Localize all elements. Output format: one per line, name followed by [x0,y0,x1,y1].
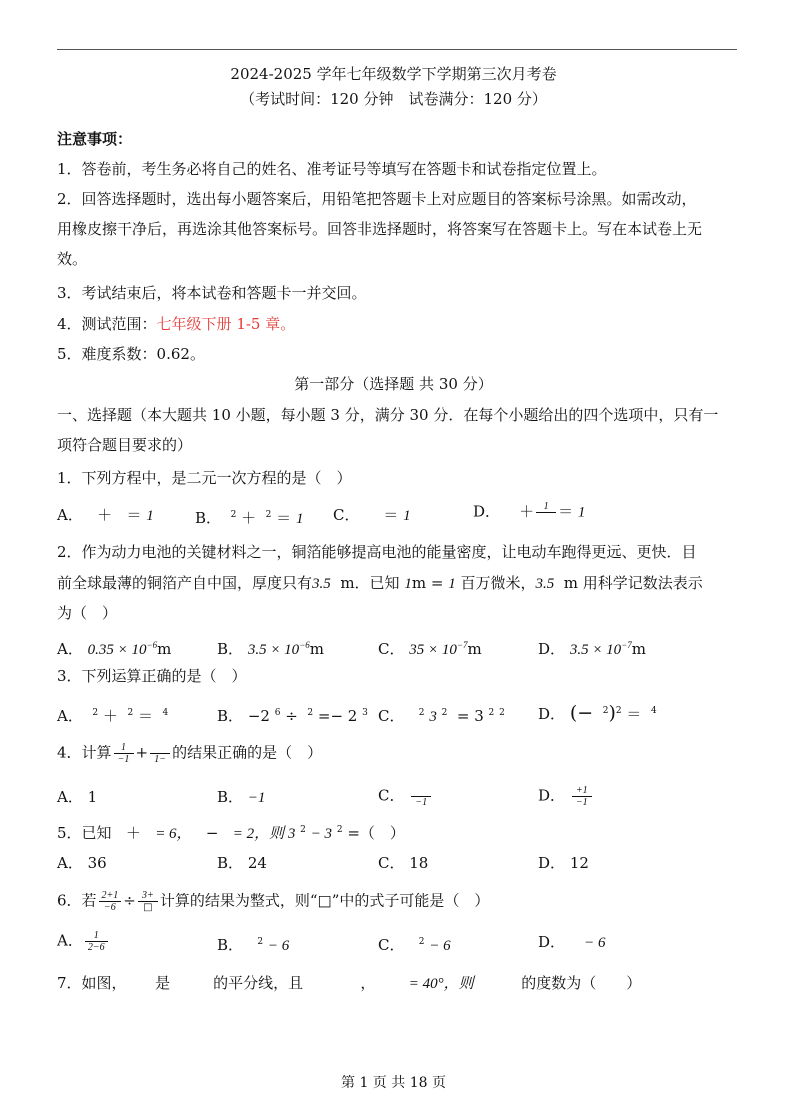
page-footer: 第 1 页 共 18 页 [341,1075,446,1091]
q3-option-b: B． −2 $^6$ ÷ $^2$ =− 2 $^3$ [217,707,368,725]
q2-option-b: B． $3.5 \times 10^{-6}m$ [217,640,324,658]
q3-stem: 3．下列运算正确的是（ ） [57,667,247,685]
q3-option-d: D． (− $^2$)$^2$ ＝ $^4$ [538,702,657,724]
q3-option-c: C． $^2$ 3 $^2$ = 3 $^2$ $^2$ [378,707,505,725]
section-instructions-line-2: 项符合题目要求的） [57,436,193,454]
q7-stem: 7．如图， 是 的平分线，且 ， = 40°，则 的度数为（ ） [57,974,642,992]
q4-option-d: D． $\frac{+1}{-1}$ [538,785,594,808]
test-range: 七年级下册 1-5 章。 [156,315,296,333]
note-item-4-prefix: 4．测试范围： [57,315,157,333]
note-item-4 [57,314,295,334]
q4-option-c: C． −1 [378,785,433,808]
header-rule [57,49,737,50]
notes-heading: 注意事项： [57,130,133,148]
note-item-2-line-2: 用橡皮擦干净后，再选涂其他答案标号。回答非选择题时，将答案写在答题卡上。写在本试卷上无 [57,220,703,238]
note-item-2-line-3: 效。 [57,250,88,268]
q6-option-c: C． $^2$ − 6 [378,936,451,954]
q6-option-d: D． − 6 [538,933,606,951]
q2-line-2: 前全球最薄的铜箔产自中国，厚度只有3.5 m．已知 1m = 1 百万微米，3.5 m 用科学记数法表示 [57,574,703,592]
q6-option-b: B． $^2$ − 6 [217,936,290,954]
q2-option-c: C． $35 \times 10^{-7}m$ [378,640,482,658]
q5-option-a: A． 36 [57,854,107,872]
q6-option-a: A． $\frac{1}{2-6}$ [57,930,110,953]
q2-line-3: 为（ ） [57,604,118,622]
exam-subtitle: （考试时间：120 分钟 试卷满分：120 分） [240,90,547,108]
note-item-3: 3．考试结束后，将本试卷和答题卡一并交回。 [57,284,367,302]
q4-option-b: B． −1 [217,788,266,806]
q2-line-1: 2．作为动力电池的关键材料之一，铜箔能够提高电池的能量密度，让电动车跑得更远、更快．目 [57,543,697,561]
q5-option-b: B． 24 [217,854,267,872]
q2-option-a: A． $0.35 \times 10^{-6}m$ [57,640,172,658]
q4-stem: 4．计算 $\frac{1}{-1}$ + 1− 的结果正确的是（ ） [57,742,323,765]
q5-option-c: C． 18 [378,854,429,872]
q2-option-d: D． $3.5 \times 10^{-7}m$ [538,640,646,658]
q5-option-d: D． 12 [538,854,589,872]
note-item-5: 5．难度系数：0.62。 [57,345,205,363]
q6-stem: 6．若 $\frac{2+1}{-6}$ ÷ $\frac{3+}{□}$ 计算的结果为整式，则“□”中的式子可能是（ ） [57,890,490,913]
exam-title: 2024-2025 学年七年级数学下学期第三次月考卷 [230,65,557,83]
q3-option-a: A． $^2$ ＋ $^2$ ＝ $^4$ [57,707,169,725]
q1-option-c: C． ＝ 1 [333,506,411,524]
q1-option-b: B． $^2$ ＋ $^2$ ＝ 1 [195,509,304,527]
note-item-2-line-1: 2．回答选择题时，选出每小题答案后，用铅笔把答题卡上对应题目的答案标号涂黑。如需改动， [57,190,697,208]
q1-option-a: A． ＋ ＝ 1 [57,506,154,524]
q4-option-a: A． 1 [57,788,98,806]
q5-stem: 5．已知 ＋ = 6， − = 2，则 3 $^2$ − 3 $^2$ =（ ） [57,824,405,842]
q1-stem: 1．下列方程中，是二元一次方程的是（ ） [57,469,352,487]
q1-option-d: D． ＋ 1 ＝ 1 [473,501,586,521]
note-item-1: 1．答卷前，考生务必将自己的姓名、准考证号等填写在答题卡和试卷指定位置上。 [57,160,607,178]
section-instructions-line-1: 一、选择题（本大题共 10 小题，每小题 3 分，满分 30 分．在每个小题给出的四个选项中，只有一 [57,406,719,424]
part1-heading: 第一部分（选择题 共 30 分） [294,375,493,393]
